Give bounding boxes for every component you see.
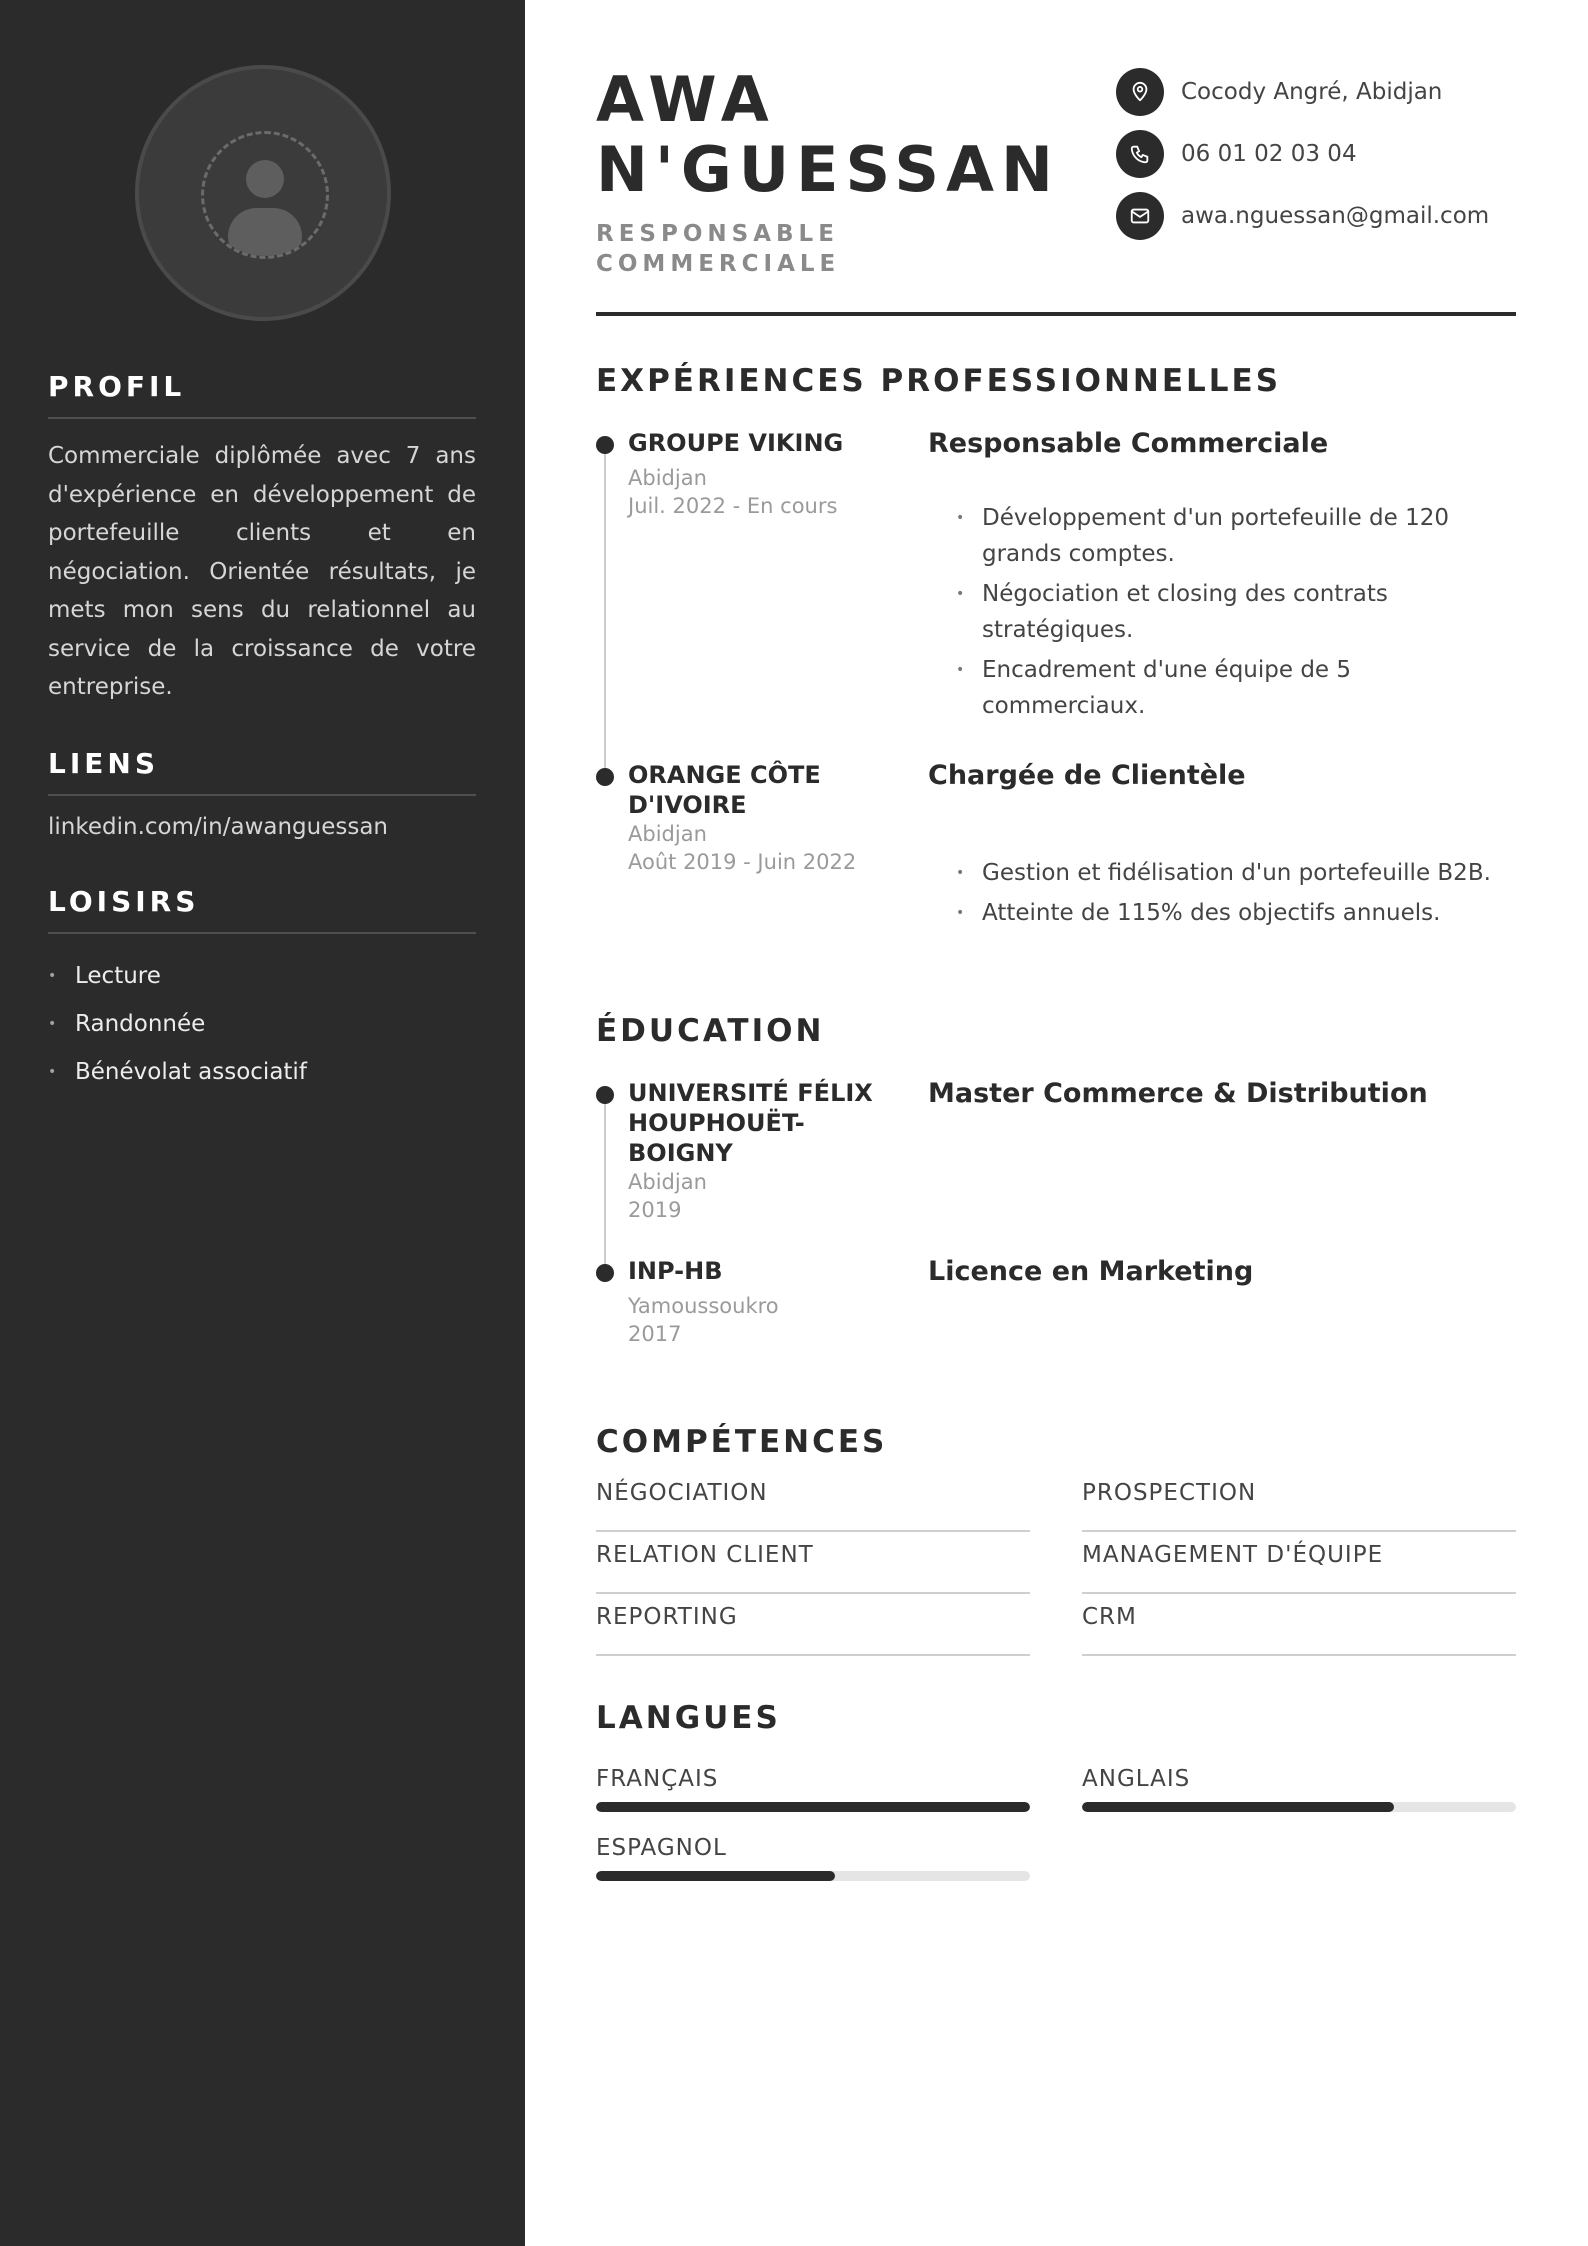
- name-last: N'GUESSAN: [596, 133, 1060, 206]
- skill-item: MANAGEMENT D'ÉQUIPE: [1082, 1532, 1516, 1594]
- hobbies-section: [48, 885, 476, 1096]
- experience-timeline-line: [604, 446, 606, 768]
- degree-name: Master Commerce & Distribution: [928, 1078, 1428, 1109]
- profile-title: PROFIL: [48, 370, 476, 419]
- language-item: [596, 1835, 1030, 1881]
- name-first: AWA: [596, 63, 776, 136]
- phone-icon: [1116, 130, 1164, 178]
- language-item: [1082, 1766, 1516, 1812]
- language-name: FRANÇAIS: [596, 1766, 719, 1792]
- graduation-year: 2019: [628, 1198, 682, 1222]
- hobby-item: • Bénévolat associatif: [48, 1048, 476, 1096]
- links-title: LIENS: [48, 747, 476, 796]
- languages-title: LANGUES: [596, 1700, 781, 1736]
- language-level-fill: [1082, 1802, 1394, 1812]
- hobby-item: • Lecture: [48, 952, 476, 1000]
- company-name: GROUPE VIKING: [628, 429, 844, 457]
- job-dates: Juil. 2022 - En cours: [628, 494, 838, 518]
- skills-title: COMPÉTENCES: [596, 1424, 888, 1460]
- language-name: ESPAGNOL: [596, 1835, 727, 1861]
- company-name: ORANGE CÔTE D'IVOIRE: [628, 761, 821, 819]
- contact-phone: [1116, 130, 1536, 178]
- hobby-list: [48, 952, 476, 1096]
- skill-item: REPORTING: [596, 1594, 1030, 1656]
- skill-item: NÉGOCIATION: [596, 1470, 1030, 1532]
- bullet-item: • Encadrement d'une équipe de 5 commerciaux.: [956, 652, 1516, 724]
- job-role: Responsable Commerciale: [928, 428, 1329, 459]
- language-level-bar: [1082, 1802, 1516, 1812]
- bullet-item: • Atteinte de 115% des objectifs annuels.: [956, 895, 1516, 931]
- job-role: Chargée de Clientèle: [928, 760, 1246, 791]
- candidate-name: [596, 65, 1060, 205]
- avatar-placeholder-icon: [201, 131, 329, 259]
- language-item: [596, 1766, 1030, 1812]
- timeline-dot: [596, 436, 614, 454]
- skill-item: CRM: [1082, 1594, 1516, 1656]
- school-name: UNIVERSITÉ FÉLIX HOUPHOUËT-BOIGNY: [628, 1079, 873, 1167]
- skill-item: RELATION CLIENT: [596, 1532, 1030, 1594]
- hobby-item: • Randonnée: [48, 1000, 476, 1048]
- degree-name: Licence en Marketing: [928, 1256, 1254, 1287]
- job-title: RESPONSABLE COMMERCIALE: [596, 221, 841, 277]
- education-timeline-line: [604, 1096, 606, 1272]
- school-name: INP-HB: [628, 1257, 723, 1285]
- bullet-item: • Développement d'un portefeuille de 120 grands comptes.: [956, 500, 1516, 572]
- language-level-bar: [596, 1802, 1030, 1812]
- language-level-fill: [596, 1871, 835, 1881]
- language-name: ANGLAIS: [1082, 1766, 1191, 1792]
- job-bullets: [956, 500, 1516, 728]
- linkedin-link[interactable]: linkedin.com/in/awanguessan: [48, 814, 389, 840]
- timeline-dot: [596, 1086, 614, 1104]
- language-level-bar: [596, 1871, 1030, 1881]
- header-divider: [596, 312, 1516, 316]
- links-section: [48, 747, 476, 840]
- sidebar: [0, 0, 525, 2246]
- education-title: ÉDUCATION: [596, 1013, 825, 1049]
- timeline-dot: [596, 1264, 614, 1282]
- language-level-fill: [596, 1802, 1030, 1812]
- hobbies-title: LOISIRS: [48, 885, 476, 934]
- avatar: [135, 65, 391, 321]
- company-location: Abidjan: [628, 822, 707, 846]
- contact-address: [1116, 68, 1536, 116]
- email-text[interactable]: awa.nguessan@gmail.com: [1181, 203, 1490, 229]
- mail-icon: [1116, 192, 1164, 240]
- phone-text[interactable]: 06 01 02 03 04: [1181, 141, 1357, 167]
- company-location: Abidjan: [628, 466, 707, 490]
- school-location: Yamoussoukro: [628, 1294, 779, 1318]
- skill-item: PROSPECTION: [1082, 1470, 1516, 1532]
- job-dates: Août 2019 - Juin 2022: [628, 850, 857, 874]
- timeline-dot: [596, 768, 614, 786]
- address-text: Cocody Angré, Abidjan: [1181, 79, 1443, 105]
- location-pin-icon: [1116, 68, 1164, 116]
- avatar-body: [228, 208, 302, 259]
- bullet-item: • Négociation et closing des contrats stratégiques.: [956, 576, 1516, 648]
- school-location: Abidjan: [628, 1170, 707, 1194]
- graduation-year: 2017: [628, 1322, 682, 1346]
- contact-email: [1116, 192, 1536, 240]
- profile-text: Commerciale diplômée avec 7 ans d'expérience en développement de portefeuille clients et en négociation. Orientée résultats, je mets mon sens du relationnel au service de la croissance de votre entreprise.: [48, 443, 476, 700]
- avatar-head: [246, 160, 284, 198]
- job-bullets: [956, 855, 1516, 935]
- bullet-item: • Gestion et fidélisation d'un portefeuille B2B.: [956, 855, 1516, 891]
- experience-title: EXPÉRIENCES PROFESSIONNELLES: [596, 363, 1282, 399]
- profile-section: [48, 370, 476, 707]
